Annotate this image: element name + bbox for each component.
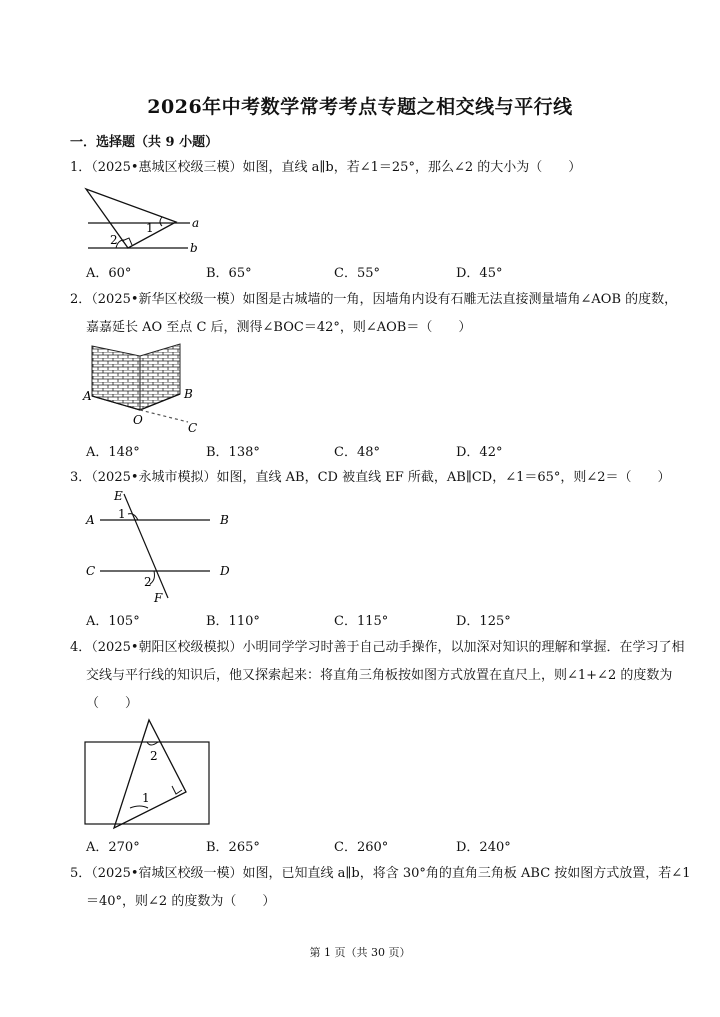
question-2-figure bbox=[80, 340, 220, 436]
label-O: O bbox=[133, 413, 143, 427]
option-d[interactable]: D．125° bbox=[456, 614, 511, 629]
angle-2-label: 2 bbox=[110, 233, 118, 247]
option-b[interactable]: B．65° bbox=[206, 266, 252, 281]
option-c[interactable]: C．55° bbox=[334, 266, 380, 281]
angle-2-label: 2 bbox=[144, 575, 152, 589]
label-A: A bbox=[86, 513, 95, 527]
right-angle-mark bbox=[172, 786, 182, 794]
question-1-figure bbox=[82, 186, 202, 258]
angle-1-label: 1 bbox=[118, 507, 126, 521]
option-b[interactable]: B．138° bbox=[206, 445, 260, 460]
label-a: a bbox=[192, 216, 200, 230]
extension-oc bbox=[140, 410, 188, 422]
label-C: C bbox=[188, 421, 198, 435]
page-title: 2026年中考数学常考考点专题之相交线与平行线 bbox=[147, 96, 573, 118]
angle-1-label: 1 bbox=[146, 221, 154, 235]
option-a[interactable]: A．270° bbox=[86, 840, 140, 855]
question-3-text: 3．（2025•永城市模拟）如图，直线 AB，CD 被直线 EF 所截，AB∥CD，∠1＝65°，则∠2＝（ ） bbox=[70, 470, 671, 485]
option-b[interactable]: B．265° bbox=[206, 840, 260, 855]
wall-right bbox=[140, 344, 180, 410]
question-4-text-line-1: 4．（2025•朝阳区校级模拟）小明同学学习时善于自己动手操作，以加深对知识的理解和掌握．在学习了相 bbox=[70, 640, 685, 655]
label-E: E bbox=[114, 489, 123, 503]
question-5-text-line-2: ＝40°，则∠2 的度数为（ ） bbox=[86, 894, 276, 909]
label-A: A bbox=[83, 389, 92, 403]
question-4-text-line-3: （ ） bbox=[86, 696, 139, 711]
label-D: D bbox=[220, 564, 230, 578]
set-square bbox=[114, 720, 186, 828]
set-square bbox=[86, 189, 176, 248]
question-2-text-line-1: 2．（2025•新华区校级一模）如图是古城墙的一角，因墙角内设有石雕无法直接测量墙角∠AOB 的度数， bbox=[70, 292, 678, 307]
option-a[interactable]: A．148° bbox=[86, 445, 140, 460]
option-d[interactable]: D．45° bbox=[456, 266, 503, 281]
option-d[interactable]: D．42° bbox=[456, 445, 503, 460]
option-c[interactable]: C．48° bbox=[334, 445, 380, 460]
page-footer: 第 1 页（共 30 页） bbox=[309, 946, 411, 959]
option-d[interactable]: D．240° bbox=[456, 840, 511, 855]
label-F: F bbox=[154, 591, 163, 605]
option-a[interactable]: A．60° bbox=[86, 266, 132, 281]
option-c[interactable]: C．115° bbox=[334, 614, 389, 629]
label-B: B bbox=[184, 387, 193, 401]
question-4-figure bbox=[82, 716, 216, 830]
question-4-text-line-2: 交线与平行线的知识后，他又探索起来：将直角三角板按如图方式放置在直尺上，则∠1+∠2 的度数为 bbox=[86, 668, 673, 683]
question-2-text-line-2: 嘉嘉延长 AO 至点 C 后，测得∠BOC＝42°，则∠AOB＝（ ） bbox=[86, 320, 472, 335]
angle-2-label: 2 bbox=[150, 749, 158, 763]
question-3-figure bbox=[80, 488, 240, 606]
wall-left bbox=[92, 346, 140, 410]
question-5-text-line-1: 5．（2025•宿城区校级一模）如图，已知直线 a∥b，将含 30°角的直角三角板 ABC 按如图方式放置，若∠1 bbox=[70, 866, 691, 881]
label-B: B bbox=[220, 513, 229, 527]
label-C: C bbox=[86, 564, 96, 578]
option-a[interactable]: A．105° bbox=[86, 614, 140, 629]
option-b[interactable]: B．110° bbox=[206, 614, 260, 629]
option-c[interactable]: C．260° bbox=[334, 840, 389, 855]
angle-1-label: 1 bbox=[142, 791, 150, 805]
label-b: b bbox=[190, 241, 198, 255]
section-heading: 一．选择题（共 9 小题） bbox=[70, 135, 219, 150]
question-1-text: 1．（2025•惠城区校级三模）如图，直线 a∥b，若∠1＝25°，那么∠2 的大小为（ ） bbox=[70, 160, 582, 175]
